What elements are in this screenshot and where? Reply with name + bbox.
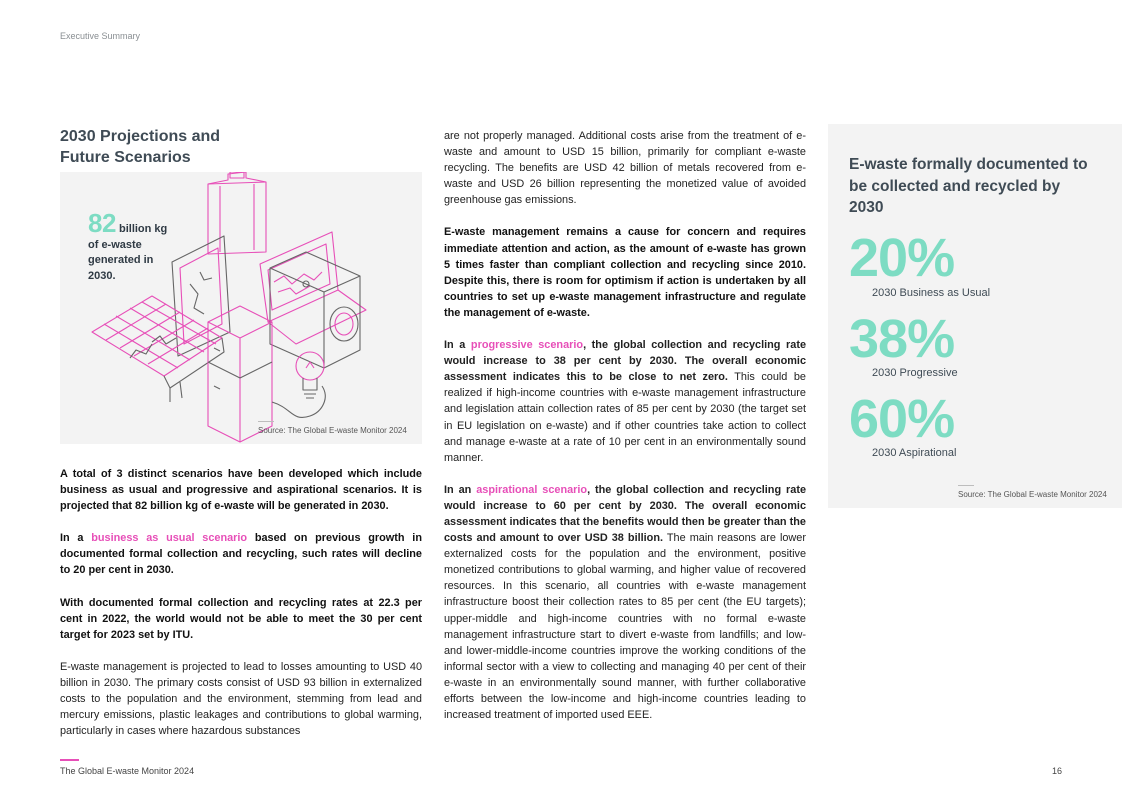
collection-rate-panel: [828, 124, 1122, 508]
laptop-icon: [260, 232, 366, 344]
figure-stat-desc-1: of e-waste: [88, 238, 142, 251]
figure-stat-desc-3: 2030.: [88, 269, 116, 282]
figure-stat: [88, 208, 198, 284]
figure-stat-desc-2: generated in: [88, 254, 154, 266]
suitcase-icon: [208, 172, 266, 254]
figure-stat-number: 82: [88, 208, 116, 238]
stat-label-business-as-usual: 2030 Business as Usual: [872, 287, 991, 299]
footer-accent-line: [60, 759, 79, 761]
panel-title: E-waste formally documented to be collected and recycled by 2030: [849, 156, 1088, 216]
stat-value-progressive: 38%: [849, 309, 955, 369]
page-number: 16: [1052, 766, 1063, 776]
section-title-line-2: Future Scenarios: [60, 149, 191, 166]
left-column-body: [60, 466, 422, 739]
panel-source: Source: The Global E-waste Monitor 2024: [958, 490, 1107, 499]
middle-column: [444, 128, 806, 723]
stat-label-aspirational: 2030 Aspirational: [872, 447, 957, 459]
paragraph-itu-target: With documented formal collection and recycling rates at 22.3 per cent in 2022, the world would not be able to meet the 30 per cent target for 2023 set by ITU.: [60, 596, 422, 641]
panel-source-rule: [958, 485, 974, 486]
paragraph-bau-text: based on previous growth in documented formal collection and recycling, such rates will decline to 20 per cent in 2030.: [60, 532, 422, 577]
light-bulb-icon: [296, 352, 324, 398]
paragraph-aspirational: [444, 482, 806, 723]
paragraph-aspirational-bold: , the global collection and recycling rate would increase to 60 per cent by 2030. The overall economic assessment indicates that the benefits would then be greater than the costs and amount to over USD 38 billion.: [444, 483, 806, 545]
stat-value-aspirational: 60%: [849, 389, 955, 449]
figure-source-rule: [258, 421, 274, 422]
paragraph-costs: are not properly managed. Additional costs arise from the treatment of e-waste and amount to USD 15 billion, primarily for compliant e-waste recycling. The benefits are USD 42 billion of metals recovered from e-waste and USD 26 billion representing the monetized value of avoided greenhouse gas emissions.: [444, 130, 806, 207]
e-waste-illustration-figure: [60, 172, 422, 444]
paragraph-progressive-bold: , the global collection and recycling rate would increase to 38 per cent by 2030. The overall economic assessment indicates this to be close to net zero.: [444, 339, 807, 384]
footer-publication: The Global E-waste Monitor 2024: [60, 766, 195, 776]
left-column: [60, 126, 422, 168]
washing-machine-icon: [270, 252, 360, 368]
figure-source: Source: The Global E-waste Monitor 2024: [258, 426, 407, 435]
section-title: [60, 126, 422, 168]
paragraph-progressive: [444, 337, 806, 466]
paragraph-concern: E-waste management remains a cause for concern and requires immediate attention and action, as the amount of e-waste has grown 5 times faster than compliant collection and recycling since 2010. Despite this, there is room for optimism if action is undertaken by all countries to set up e-waste management infrastructure and regulate the management of e-waste.: [444, 226, 806, 319]
stat-value-business-as-usual: 20%: [849, 228, 955, 288]
aspirational-scenario-highlight: aspirational scenario: [476, 483, 588, 496]
running-head: Executive Summary: [60, 31, 141, 41]
stat-label-progressive: 2030 Progressive: [872, 367, 958, 379]
figure-stat-unit: billion kg: [118, 223, 168, 235]
progressive-scenario-highlight: progressive scenario: [470, 339, 584, 352]
paragraph-progressive-prefix: In a: [444, 339, 471, 352]
business-as-usual-highlight: business as usual scenario: [91, 532, 248, 545]
solar-panel-icon: [92, 296, 224, 402]
paragraph-scenarios-intro: A total of 3 distinct scenarios have been developed which include business as usual and progressive and aspirational scenarios. It is projected that 82 billion kg of e-waste will be generated in 2030.: [60, 468, 422, 513]
paragraph-losses: E-waste management is projected to lead to losses amounting to USD 40 billion in 2030. The primary costs consist of USD 93 billion in externalized costs to the population and the environment, stemming from lead and mercury emissions, plastic leakages and contributions to global warming, particularly in cases where hazardous substances: [60, 660, 422, 738]
paragraph-progressive-text: This could be realized if high-income countries with e-waste management infrastructure and legislation attain collection rates of 85 per cent by 2030 (the target set in EU legislation on e-waste) and if other countries take action to collect and manage e-waste at a rate of 10 per cent in an environmentally sound manner.: [444, 371, 806, 464]
paragraph-aspirational-text: The main reasons are lower externalized costs for the population and the environment, positive monetized contributions to global warming, and higher value of recovered resources. In this scenario, all countries with e-waste management infrastructure boost their collection rates to 85 per cent (the EU targets); upper-middle and high-income countries with no formal e-waste management infrastructure start to divert e-waste from landfills; and low- and lower-middle-income countries improve the working conditions of the informal sector with a view to collecting and managing 40 per cent of their e-waste in an environmentally sound manner, with further collaborative efforts between the low-income and high-income countries leading to increased treatment of imported used EEE.: [444, 532, 806, 722]
paragraph-business-as-usual: [60, 530, 422, 578]
paragraph-bau-prefix: In a: [60, 532, 92, 545]
section-title-line-1: 2030 Projections and: [60, 128, 221, 145]
paragraph-aspirational-prefix: In an: [444, 483, 477, 496]
